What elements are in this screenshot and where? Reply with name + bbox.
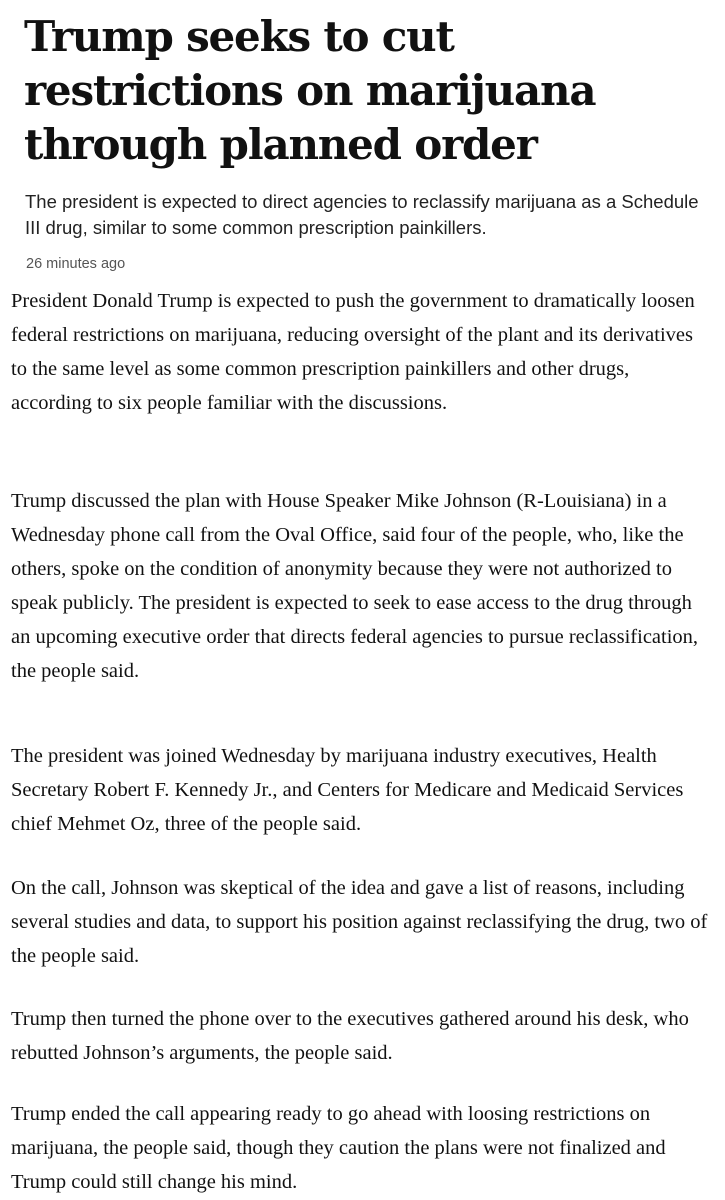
article-timestamp: 26 minutes ago [26, 256, 126, 272]
article-paragraph: The president was joined Wednesday by marijuana industry executives, Health Secretary Robert F. Kennedy Jr., and Centers for Medicare and Medicaid Services chief Mehmet Oz, three of the people said. [11, 745, 684, 835]
article-paragraph: Trump then turned the phone over to the executives gathered around his desk, who rebutted Johnson’s arguments, the people said. [11, 1008, 689, 1064]
article-subheadline: The president is expected to direct agencies to reclassify marijuana as a Schedule III drug, similar to some common prescription painkillers. [25, 191, 699, 238]
article-paragraph: Trump ended the call appearing ready to go ahead with loosing restrictions on marijuana, the people said, though they caution the plans were not finalized and Trump could still change his mind. [11, 1103, 666, 1193]
article-headline: Trump seeks to cut restrictions on marijuana through planned order [24, 12, 596, 169]
article-paragraph: On the call, Johnson was skeptical of the idea and gave a list of reasons, including several studies and data, to support his position against reclassifying the drug, two of the people said. [11, 877, 708, 967]
article-paragraph: President Donald Trump is expected to push the government to dramatically loosen federal restrictions on marijuana, reducing oversight of the plant and its derivatives to the same level as some common prescription painkillers and other drugs, according to six people familiar with the discussions. [11, 290, 695, 414]
article-paragraph: Trump discussed the plan with House Speaker Mike Johnson (R-Louisiana) in a Wednesday phone call from the Oval Office, said four of the people, who, like the others, spoke on the condition of anonymity because they were not authorized to speak publicly. The president is expected to seek to ease access to the drug through an upcoming executive order that directs federal agencies to pursue reclassification, the people said. [11, 490, 699, 682]
